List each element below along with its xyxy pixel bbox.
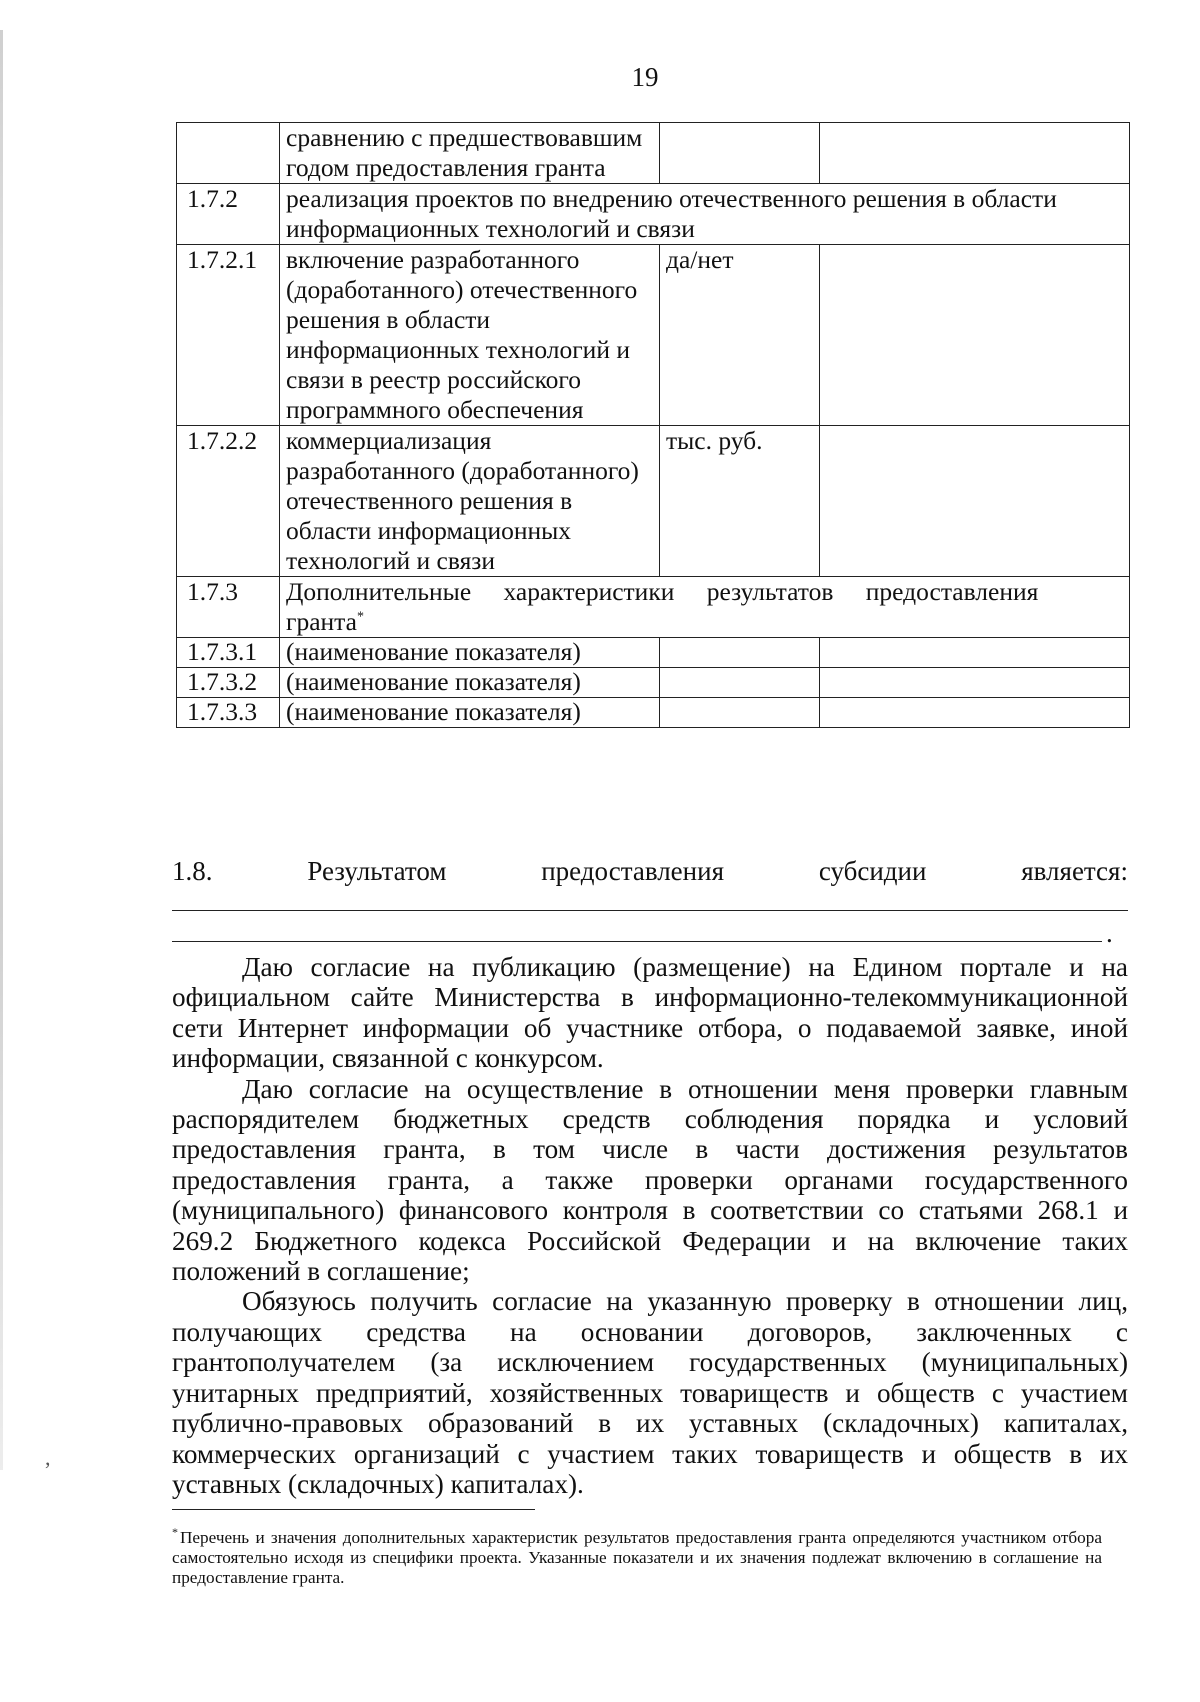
table-row [177,245,1130,426]
row-unit [660,668,820,698]
table-row [177,698,1130,728]
row-number: 1.7.2.1 [177,245,280,426]
scan-edge [0,30,3,1470]
result-word: Результатом [307,856,447,886]
indicators-table [176,122,1130,728]
row-number [177,123,280,184]
row-text: коммерциализация разработанного (доработанного) отечественного решения в области информационных технологий и связи [280,426,660,577]
fill-in-line [172,910,1128,911]
result-word: субсидии [818,856,927,886]
row-value [820,426,1130,577]
row-value [820,638,1130,668]
result-word: предоставления [541,856,724,886]
end-mark: . [1106,918,1113,948]
table-row [177,638,1130,668]
row-text: Дополнительные характеристики результатов предоставления гранта [286,577,1039,636]
row-value [820,245,1130,426]
row-unit: тыс. руб. [660,426,820,577]
paragraph: Даю согласие на публикацию (размещение) на Едином портале и на официальном сайте Министерства в информационно-телекоммуникационной сети Интернет информации об участнике отбора, о подаваемой заявке, иной информации, связанной с конкурсом. [172,952,1128,1074]
row-unit [660,698,820,728]
row-number: 1.7.2 [177,184,280,245]
footnote-mark: * [172,1525,178,1540]
row-number: 1.7.2.2 [177,426,280,577]
row-number: 1.7.3 [177,577,280,638]
paragraph: Даю согласие на осуществление в отношении меня проверки главным распорядителем бюджетных средств соблюдения порядка и условий предоставления гранта, в том числе в части достижения результатов предоставления гранта, а также проверки органами государственного (муниципального) финансового контроля в соответствии со статьями 268.1 и 269.2 Бюджетного кодекса Российской Федерации и на включение таких положений в соглашение; [172,1073,1128,1287]
result-word: является: [1021,856,1128,886]
row-value [820,668,1130,698]
row-number: 1.7.3.3 [177,698,280,728]
stray-mark: , [45,1445,51,1470]
consent-text [172,952,1128,1499]
page-number: 19 [631,62,659,92]
footnote-mark: * [356,609,364,625]
row-text-cell [280,577,1130,638]
row-number: 1.7.3.2 [177,668,280,698]
table-row [177,123,1130,184]
row-value [820,123,1130,184]
row-text: (наименование показателя) [280,638,660,668]
row-text: реализация проектов по внедрению отечественного решения в области информационных технологий и связи [280,184,1130,245]
row-text: включение разработанного (доработанного) отечественного решения в области информационных технологий и связи в реестр российского программного обеспечения [280,245,660,426]
row-text: (наименование показателя) [280,698,660,728]
table-row [177,184,1130,245]
row-value [820,698,1130,728]
table-row [177,668,1130,698]
section-number: 1.8. [172,856,213,886]
footnote-text: Перечень и значения дополнительных характеристик результатов предоставления гранта определяются участником отбора самостоятельно исходя из специфики проекта. Указанные показатели и их значения подлежат включению в соглашение на предоставление гранта. [172,1528,1102,1587]
row-unit: да/нет [660,245,820,426]
result-line [172,856,1128,887]
footnote [172,1525,1102,1588]
row-text: сравнению с предшествовавшим годом предоставления гранта [280,123,660,184]
row-number: 1.7.3.1 [177,638,280,668]
row-unit [660,638,820,668]
footnote-divider [172,1509,535,1510]
table-row [177,577,1130,638]
row-unit [660,123,820,184]
fill-in-line [172,941,1102,942]
row-text: (наименование показателя) [280,668,660,698]
table-row [177,426,1130,577]
paragraph: Обязуюсь получить согласие на указанную проверку в отношении лиц, получающих средства на основании договоров, заключенных с грантополучателем (за исключением государственных (муниципальных) унитарных предприятий, хозяйственных товариществ и обществ с участием публично-правовых образований в их уставных (складочных) капиталах, коммерческих организаций с участием таких товариществ и обществ в их уставных (складочных) капиталах). [172,1286,1128,1499]
